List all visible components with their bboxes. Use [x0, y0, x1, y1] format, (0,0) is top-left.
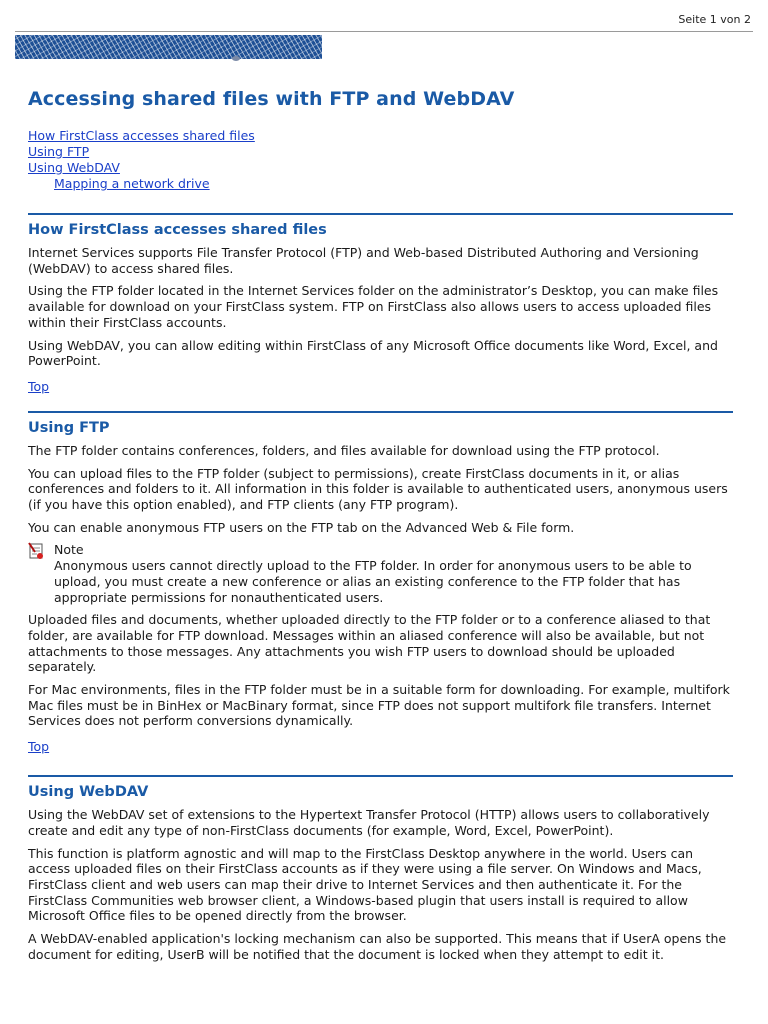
section-using-ftp [28, 411, 734, 755]
section-heading: Using FTP [28, 419, 110, 436]
top-link[interactable]: Top [28, 378, 50, 394]
top-link[interactable]: Top [28, 739, 50, 755]
paragraph: Uploaded files and documents, whether uploaded directly to the FTP folder or to a conference aliased to that folder, are available for FTP download. Messages within an aliased conference will also be available, but not attachments to those messages. Any attachments you wish FTP users to download should be uploaded separately. [28, 612, 711, 675]
section-heading: Using WebDAV [28, 784, 149, 801]
paragraph: For Mac environments, files in the FTP folder must be in a suitable form for downloading. For example, multifork Mac files must be in BinHex or MacBinary format, since FTP does not support multifork file transfers. Internet Services does not perform conversions dynamically. [28, 682, 730, 729]
note-icon [27, 542, 45, 560]
paragraph: Using WebDAV, you can allow editing within FirstClass of any Microsoft Office documents like Word, Excel, and PowerPoint. [28, 337, 718, 369]
toc-link-how-firstclass[interactable]: How FirstClass accesses shared files [28, 128, 255, 143]
note-label: Note [54, 542, 84, 558]
section-divider [28, 213, 733, 215]
section-how-firstclass [28, 213, 734, 395]
section-heading: How FirstClass accesses shared files [28, 222, 327, 238]
toc-link-using-ftp[interactable]: Using FTP [28, 144, 90, 159]
paragraph: This function is platform agnostic and will map to the FirstClass Desktop anywhere in the world. Users can access uploaded files on their FirstClass accounts as if they were using a file server. On Windows and Macs, FirstClass client and web users can map their drive to Internet Services and then authenticate it. For the FirstClass Communities web browser client, a Windows-based plugin that users install is required to allow Microsoft Office files to be opened directly from the browser. [28, 845, 702, 924]
header-banner [15, 35, 322, 59]
section-divider [28, 411, 733, 413]
paragraph: The FTP folder contains conferences, folders, and files available for download using the FTP protocol. [28, 442, 660, 458]
toc-link-mapping-network-drive[interactable]: Mapping a network drive [54, 176, 210, 191]
paragraph: Internet Services supports File Transfer Protocol (FTP) and Web-based Distributed Authoring and Versioning (WebDAV) to access shared files. [28, 245, 699, 276]
paragraph: Using the FTP folder located in the Internet Services folder on the administrator’s Desktop, you can make files available for download on your FirstClass system. FTP on FirstClass also allows users to access uploaded files within their FirstClass accounts. [28, 283, 719, 330]
page-title: Accessing shared files with FTP and WebDAV [28, 88, 515, 110]
banner-mark [232, 56, 240, 61]
header-divider [15, 31, 753, 32]
paragraph: You can upload files to the FTP folder (subject to permissions), create FirstClass documents in it, or alias conferences and folders to it. All information in this folder is available to authenticated users, anonymous users (if you have this option enabled), and FTP clients (any FTP program). [28, 465, 728, 513]
section-using-webdav [28, 775, 734, 962]
paragraph: You can enable anonymous FTP users on the FTP tab on the Advanced Web & File form. [28, 519, 575, 535]
toc-link-using-webdav[interactable]: Using WebDAV [28, 160, 120, 175]
paragraph: A WebDAV-enabled application's locking mechanism can also be supported. This means that if UserA opens the document for editing, UserB will be notified that the document is locked when they attempt to edit it. [28, 931, 727, 962]
page-counter: Seite 1 von 2 [678, 13, 751, 26]
paragraph: Using the WebDAV set of extensions to the Hypertext Transfer Protocol (HTTP) allows users to collaboratively create and edit any type of non-FirstClass documents (for example, Word, Excel, PowerPoint). [28, 807, 710, 838]
table-of-contents [28, 128, 734, 192]
document-body [28, 88, 734, 970]
note-text: Anonymous users cannot directly upload to the FTP folder. In order for anonymous users to be able to upload, you must create a new conference or alias an existing conference to the FTP folder that has appropriate permissions for nonauthenticated users. [54, 558, 692, 605]
section-divider [28, 775, 733, 777]
note-callout [28, 542, 734, 605]
